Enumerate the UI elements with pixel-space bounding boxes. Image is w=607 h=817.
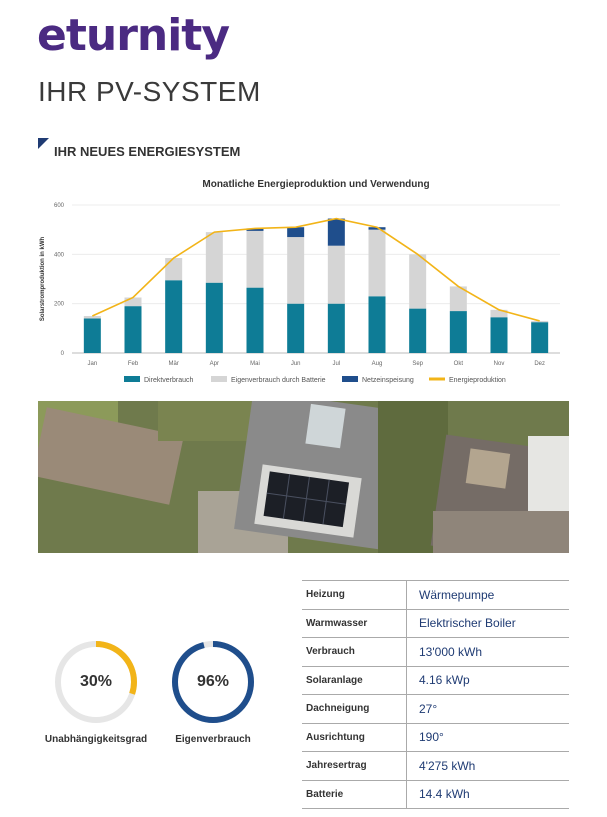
- x-tick-label: Dez: [534, 361, 546, 367]
- y-axis-label: Solarstromproduktion in kWh: [40, 236, 46, 322]
- spec-key: Ausrichtung: [302, 723, 407, 752]
- spec-key: Batterie: [302, 780, 407, 809]
- spec-key: Dachneigung: [302, 695, 407, 724]
- bar-segment: [491, 317, 508, 353]
- spec-value: 4.16 kWp: [407, 666, 570, 695]
- gauge-label: Eigenverbrauch: [175, 734, 251, 745]
- legend-swatch: [124, 376, 140, 382]
- x-tick-label: Jan: [87, 361, 98, 367]
- bar-segment: [247, 231, 264, 288]
- section-marker-icon: [38, 138, 49, 149]
- bar-segment: [125, 306, 142, 353]
- gauge-value: 30%: [79, 673, 113, 690]
- spec-value: 190°: [407, 723, 570, 752]
- section-title: IHR NEUES ENERGIESYSTEM: [54, 144, 241, 159]
- spec-row-warmwasser: [302, 609, 569, 638]
- bar-segment: [165, 280, 182, 353]
- x-tick-label: Jul: [332, 361, 341, 367]
- legend-label: Direktverbrauch: [144, 377, 194, 384]
- x-tick-label: Mai: [250, 361, 260, 367]
- spec-value: 13'000 kWh: [407, 638, 570, 667]
- legend-label: Energieproduktion: [449, 377, 506, 384]
- bar-segment: [409, 309, 426, 353]
- page-title: IHR PV-SYSTEM: [38, 76, 261, 107]
- spec-row-ausrichtung: [302, 723, 569, 752]
- legend-label: Netzeinspeisung: [362, 377, 414, 384]
- spec-key: Heizung: [302, 581, 407, 610]
- bar-segment: [450, 311, 467, 353]
- x-tick-label: Apr: [209, 361, 220, 367]
- bar-segment: [206, 232, 223, 283]
- x-tick-label: Feb: [127, 361, 139, 367]
- x-tick-label: Mär: [168, 361, 179, 367]
- bar-segment: [287, 304, 304, 353]
- legend-swatch: [342, 376, 358, 382]
- spec-key: Solaranlage: [302, 666, 407, 695]
- aerial-roof-image: [38, 401, 569, 553]
- system-specs-table: [302, 580, 569, 809]
- legend-swatch: [211, 376, 227, 382]
- spec-row-dachneigung: [302, 695, 569, 724]
- bar-segment: [328, 219, 345, 246]
- bar-segment: [328, 304, 345, 353]
- bar-segment: [287, 237, 304, 304]
- series-line: [92, 219, 539, 321]
- bar-segment: [287, 227, 304, 237]
- bar-segment: [165, 258, 182, 280]
- gauge-label: Unabhängigkeitsgrad: [44, 734, 148, 745]
- bar-segment: [531, 321, 548, 322]
- bar-segment: [247, 288, 264, 353]
- bar-segment: [84, 318, 101, 353]
- bar-segment: [125, 298, 142, 307]
- bar-segment: [328, 246, 345, 304]
- y-tick-label: 600: [53, 203, 64, 209]
- spec-row-solaranlage: [302, 666, 569, 695]
- x-tick-label: Aug: [371, 361, 383, 367]
- spec-value: 27°: [407, 695, 570, 724]
- x-tick-label: Sep: [412, 361, 424, 367]
- bar-segment: [206, 283, 223, 353]
- spec-row-heizung: [302, 581, 569, 610]
- spec-key: Verbrauch: [302, 638, 407, 667]
- x-tick-label: Jun: [290, 361, 301, 367]
- y-tick-label: 200: [53, 301, 64, 308]
- monthly-energy-chart: [38, 172, 569, 394]
- bar-segment: [531, 322, 548, 353]
- spec-value: 14.4 kWh: [407, 780, 570, 809]
- bar-segment: [369, 296, 386, 353]
- spec-row-batterie: [302, 780, 569, 809]
- gauge-independence: [54, 640, 138, 724]
- spec-key: Jahresertrag: [302, 752, 407, 781]
- spec-key: Warmwasser: [302, 609, 407, 638]
- gauge-value: 96%: [196, 673, 230, 690]
- chart-title: Monatliche Energieproduktion und Verwendung: [202, 179, 430, 190]
- x-tick-label: Nov: [493, 361, 505, 367]
- bar-segment: [409, 254, 426, 308]
- spec-value: Wärmepumpe: [407, 581, 570, 610]
- bar-segment: [84, 316, 101, 318]
- spec-value: Elektrischer Boiler: [407, 609, 570, 638]
- spec-value: 4'275 kWh: [407, 752, 570, 781]
- spec-row-verbrauch: [302, 638, 569, 667]
- x-tick-label: Okt: [453, 361, 464, 367]
- eturnity-logo: eturnity: [37, 10, 230, 61]
- gauge-self-consumption: [171, 640, 255, 724]
- bar-segment: [369, 230, 386, 297]
- y-tick-label: 400: [53, 252, 64, 259]
- legend-label: Eigenverbrauch durch Batterie: [231, 377, 326, 384]
- spec-row-jahresertrag: [302, 752, 569, 781]
- y-tick-label: 0: [60, 351, 64, 357]
